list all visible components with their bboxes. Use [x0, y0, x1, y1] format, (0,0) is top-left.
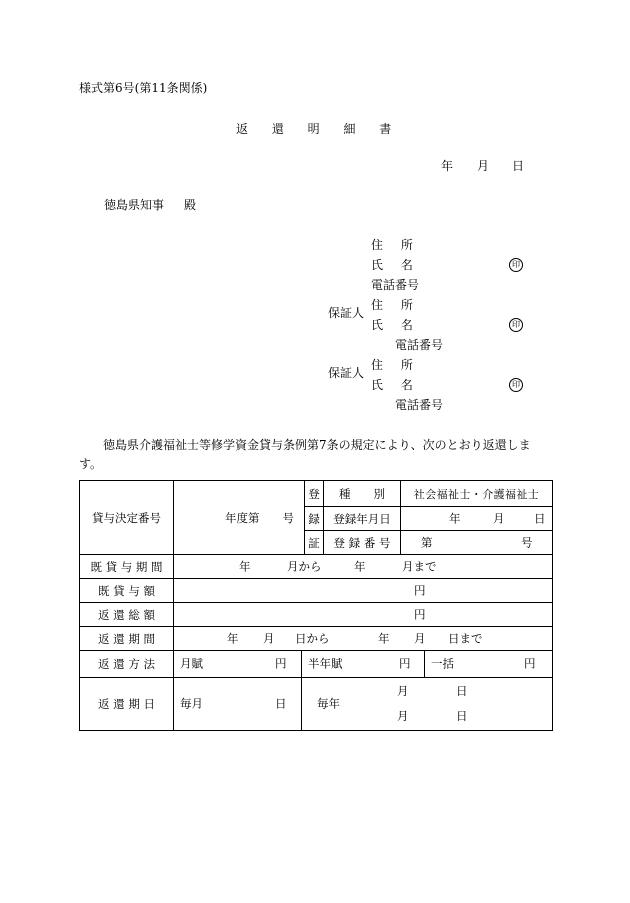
month-unit: 月 [397, 709, 409, 723]
guarantor-role-label: 保証人 [328, 306, 365, 320]
cert-char: 録 [305, 507, 324, 531]
repayment-table [79, 480, 553, 731]
applicant-name-label: 氏 名 [371, 258, 413, 272]
repayment-period-field[interactable] [174, 627, 553, 651]
reg-day-unit: 日 [534, 510, 546, 525]
divider [301, 651, 302, 677]
due-monthly-label: 毎月 [180, 696, 203, 711]
registration-number-field[interactable] [401, 531, 553, 555]
divider [424, 651, 425, 677]
yen-unit: 円 [524, 656, 536, 671]
seal-mark: 印 [509, 378, 523, 392]
loan-amount-field[interactable] [174, 579, 553, 603]
loan-amount-label: 既 貸 与 額 [80, 579, 174, 603]
unit-text: 日から [295, 630, 330, 645]
date-day-label: 日 [512, 159, 525, 173]
unit-text: 月まで [402, 558, 437, 573]
cert-char: 登 [305, 481, 324, 507]
guarantor-name-label: 氏 名 [371, 318, 413, 332]
repayment-due-field [174, 678, 553, 731]
day-unit: 日 [275, 696, 287, 711]
cert-char: 証 [305, 531, 324, 555]
lump-sum-option[interactable]: 一括 [431, 656, 454, 671]
type-value[interactable]: 社会福祉士・介護福祉士 [401, 481, 553, 507]
type-label: 種 別 [324, 481, 401, 507]
total-repayment-label: 返 還 総 額 [80, 603, 174, 627]
seal-mark: 印 [509, 318, 523, 332]
loan-period-field[interactable] [174, 555, 553, 579]
day-unit: 日 [456, 684, 468, 698]
guarantor-role-label: 保証人 [328, 366, 365, 380]
yen-unit: 円 [399, 656, 411, 671]
statement-paragraph: 徳島県介護福祉士等修学資金貸与条例第7条の規定により、次のとおり返還します。 [79, 438, 531, 471]
semiannual-option[interactable]: 半年賦 [308, 656, 343, 671]
repayment-period-label: 返 還 期 間 [80, 627, 174, 651]
honorific: 殿 [184, 198, 197, 212]
date-month-label: 月 [477, 159, 490, 173]
yen-unit: 円 [414, 582, 426, 597]
registration-number-label: 登 録 番 号 [324, 531, 401, 555]
applicant-phone-label: 電話番号 [371, 278, 420, 292]
monthly-option[interactable]: 月賦 [180, 656, 203, 671]
yen-unit: 円 [414, 606, 426, 621]
registration-date-field[interactable] [401, 507, 553, 531]
month-unit: 月 [397, 684, 409, 698]
guarantor-phone-label: 電話番号 [395, 398, 444, 412]
repayment-due-label: 返 還 期 日 [80, 678, 174, 731]
unit-text: 年 [239, 558, 251, 573]
guarantor-name-label: 氏 名 [371, 378, 413, 392]
page-title: 返 還 明 細 書 [236, 122, 392, 136]
unit-text: 年 [378, 630, 390, 645]
reg-no-prefix: 第 [421, 534, 433, 549]
total-repayment-field[interactable] [174, 603, 553, 627]
due-yearly-label: 毎年 [317, 696, 340, 711]
unit-text: 年 [354, 558, 366, 573]
unit-text: 月 [414, 630, 426, 645]
decision-number-label: 貸与決定番号 [80, 481, 174, 555]
unit-text: 年 [227, 630, 239, 645]
unit-text: 月から [287, 558, 322, 573]
date-year-label: 年 [441, 159, 454, 173]
loan-period-label: 既 貸 与 期 間 [80, 555, 174, 579]
yen-unit: 円 [275, 656, 287, 671]
guarantor-address-label: 住 所 [371, 358, 413, 372]
unit-text: 月 [263, 630, 275, 645]
reg-no-suffix: 号 [521, 534, 533, 549]
decision-number-field[interactable]: 年度第 号 [174, 481, 305, 555]
day-unit: 日 [456, 709, 468, 723]
guarantor-phone-label: 電話番号 [395, 338, 444, 352]
reg-year-unit: 年 [449, 510, 461, 525]
addressee: 徳島県知事 [104, 198, 165, 212]
repayment-method-label: 返 還 方 法 [80, 651, 174, 678]
reg-month-unit: 月 [493, 510, 505, 525]
form-number: 様式第6号(第11条関係) [79, 81, 208, 95]
applicant-address-label: 住 所 [371, 238, 413, 252]
guarantor-address-label: 住 所 [371, 298, 413, 312]
divider [301, 678, 302, 730]
registration-date-label: 登録年月日 [324, 507, 401, 531]
seal-mark: 印 [509, 258, 523, 272]
repayment-method-field [174, 651, 553, 678]
unit-text: 日まで [448, 630, 483, 645]
